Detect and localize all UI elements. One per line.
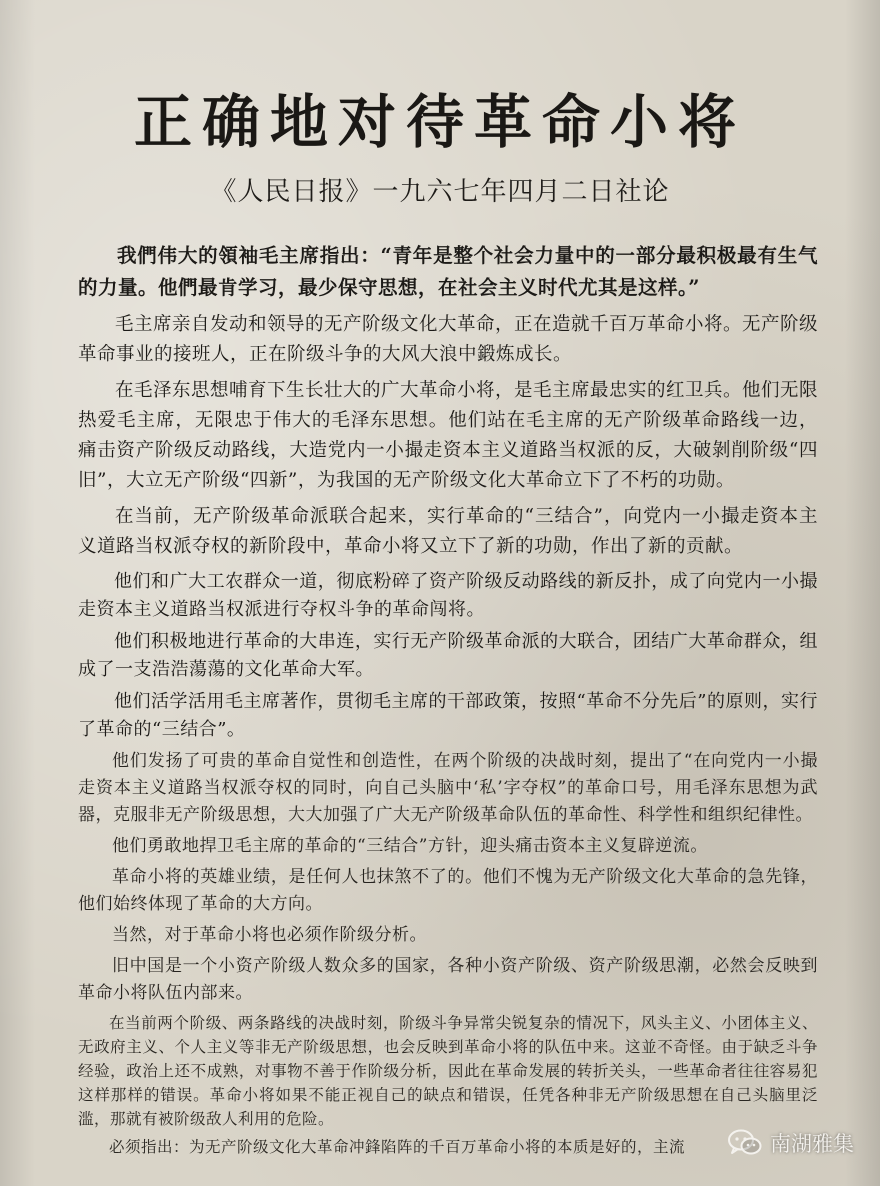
body-paragraph: 他们活学活用毛主席著作，贯彻毛主席的干部政策，按照“革命不分先后”的原则，实行了革命的“三结合”。 — [78, 691, 818, 740]
article-title: 正确地对待革命小将 — [133, 88, 746, 156]
body-paragraph: 他们积极地进行革命的大串连，实行无产阶级革命派的大联合，团结广大革命群众，组成了一支浩浩蕩蕩的文化革命大军。 — [78, 631, 818, 680]
body-paragraph: 当然，对于革命小将也必须作阶级分析。 — [112, 925, 427, 945]
body-paragraph: 他们发扬了可贵的革命自觉性和创造性，在两个阶级的决战时刻，提出了“在向党内一小撮走资本主义道路当权派夺权的同时，向自己头脑中‘私’字夺权”的革命口号，用毛泽东思想为武器，克服非无产阶级思想，大大加强了广大无产阶级革命队伍的革命性、科学性和组织纪律性。 — [78, 751, 818, 825]
body-paragraph: 在当前，无产阶级革命派联合起来，实行革命的“三结合”，向党内一小撮走资本主义道路当权派夺权的新阶段中，革命小将又立下了新的功勋，作出了新的贡献。 — [78, 506, 818, 557]
body-paragraph: 毛主席亲自发动和领导的无产阶级文化大革命，正在造就千百万革命小将。无产阶级革命事业的接班人，正在阶级斗争的大风大浪中鍛炼成长。 — [78, 314, 819, 365]
body-paragraph: 在毛泽东思想哺育下生长壮大的广大革命小将，是毛主席最忠实的红卫兵。他们无限热爱毛主席，无限忠于伟大的毛泽东思想。他们站在毛主席的无产阶级革命路线一边，痛击资产阶级反动路线，大造党内一小撮走资本主义道路当权派的反，大破剝削阶级“四旧”，大立无产阶级“四新”，为我国的无产阶级文化大革命立下了不朽的功勋。 — [78, 380, 819, 491]
body-paragraph: 革命小将的英雄业绩，是任何人也抹煞不了的。他们不愧为无产阶级文化大革命的急先锋，他们始终体现了革命的大方向。 — [78, 867, 818, 914]
body-paragraph: 他们勇敢地捍卫毛主席的革命的“三结合”方针，迎头痛击资本主义复辟逆流。 — [112, 836, 708, 856]
body-paragraph: 旧中国是一个小资产阶级人数众多的国家，各种小资产阶级、资产阶级思潮，必然会反映到革命小将队伍内部来。 — [78, 956, 818, 1003]
watermark-label: 南湖雅集 — [770, 1132, 854, 1156]
source-watermark — [728, 1128, 854, 1158]
body-paragraph: 必须指出：为无产阶级文化大革命冲鋒陷阵的千百万革命小将的本质是好的，主流 — [109, 1138, 686, 1156]
quote-paragraph: 我們伟大的領袖毛主席指出：“青年是整个社会力量中的一部分最积极最有生气的力量。他們最肯学习，最少保守思想，在社会主义时代尤其是这样。” — [78, 244, 818, 299]
body-paragraph: 在当前两个阶级、两条路线的决战时刻，阶级斗争异常尖锐复杂的情况下，风头主义、小团体主义、无政府主义、个人主义等非无产阶级思想，也会反映到革命小将的队伍中来。这並不奇怪。由于缺乏斗争经验，政治上还不成熟，对事物不善于作阶级分析，因此在革命发展的转折关头，一些革命者往往容易犯这样那样的错误。革命小将如果不能正视自己的缺点和错误，任凭各种非无产阶级思想在自己头脑里泛滥，那就有被阶级敌人利用的危险。 — [78, 1014, 818, 1128]
wechat-icon — [728, 1129, 762, 1157]
article-body — [78, 240, 818, 1163]
article-source: 《人民日报》一九六七年四月二日社论 — [210, 177, 670, 207]
body-paragraph: 他们和广大工农群众一道，彻底粉碎了资产阶级反动路线的新反扑，成了向党内一小撮走资本主义道路当权派进行夺权斗争的革命闯将。 — [78, 571, 818, 620]
